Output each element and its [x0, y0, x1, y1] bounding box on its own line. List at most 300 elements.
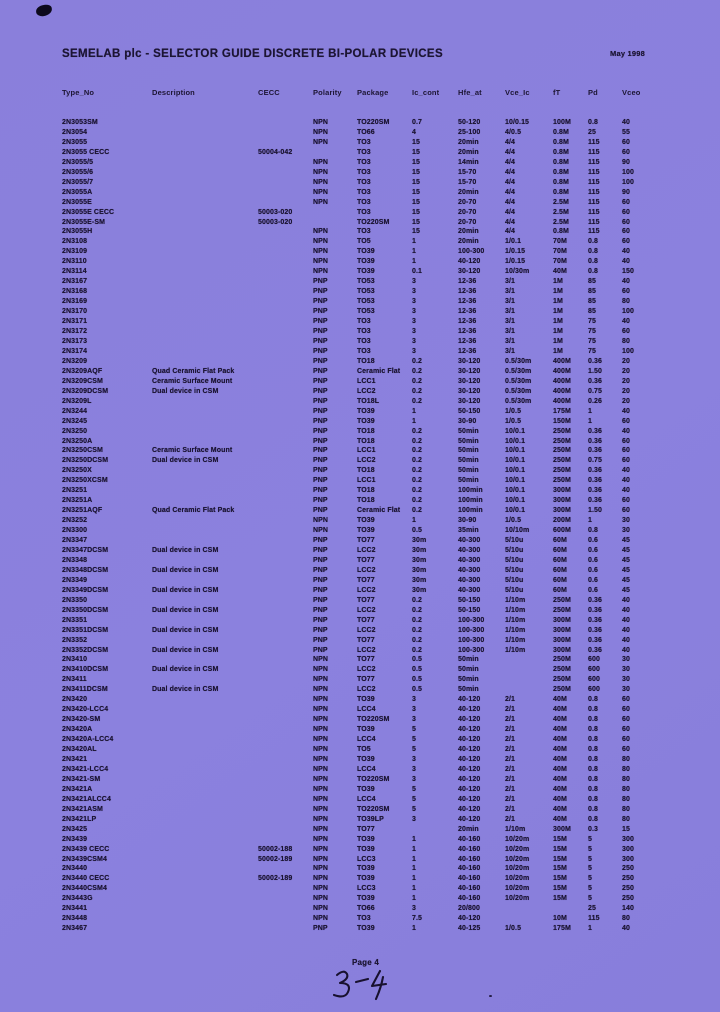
cell-polarity: PNP — [313, 487, 328, 495]
cell-polarity: NPN — [313, 895, 329, 903]
cell-vceo: 60 — [622, 328, 630, 336]
cell-vceo: 30 — [622, 666, 630, 674]
cell-description — [152, 357, 258, 367]
table-row — [62, 506, 660, 516]
cell-type-no: 2N3440CSM4 — [62, 885, 107, 893]
cell-description — [152, 675, 258, 685]
cell-ft: 1M — [553, 298, 563, 306]
cell-ic-cont: 3 — [412, 756, 416, 763]
cell-ft: 200M — [553, 517, 571, 525]
cell-description — [152, 327, 258, 337]
cell-type-no: 2N3421A — [62, 785, 93, 793]
cell-cecc — [258, 715, 313, 725]
table-row — [62, 496, 660, 506]
cell-ic-cont: 0.2 — [412, 616, 423, 624]
cell-ic-cont: 0.2 — [412, 507, 423, 515]
cell-type-no: 2N3055/7 — [62, 178, 94, 186]
cell-hfe-at: 40-120 — [458, 765, 481, 773]
cell-polarity: PNP — [313, 467, 328, 475]
cell-description — [152, 247, 258, 257]
cell-vce-ic — [505, 655, 553, 665]
cell-vceo: 80 — [622, 815, 630, 823]
cell-description — [152, 556, 258, 566]
cell-description — [152, 148, 258, 158]
cell-pd: 0.8 — [588, 756, 599, 763]
cell-package: TO3 — [357, 337, 371, 345]
cell-vce-ic: 1/10m — [505, 825, 526, 833]
table-row — [62, 695, 660, 705]
cell-hfe-at: 40-160 — [458, 895, 481, 903]
cell-polarity: NPN — [313, 268, 329, 276]
cell-ic-cont: 0.2 — [412, 357, 423, 365]
cell-ft: 0.8M — [553, 188, 569, 196]
cell-vce-ic: 4/4 — [505, 178, 516, 186]
cell-hfe-at: 20-70 — [458, 218, 477, 226]
cell-vceo: 40 — [622, 487, 630, 495]
cell-polarity: NPN — [313, 706, 329, 714]
cell-type-no: 2N3251AQF — [62, 507, 103, 515]
cell-package: TO3 — [357, 188, 371, 196]
cell-polarity: PNP — [313, 397, 328, 405]
cell-package: LCC2 — [357, 387, 376, 395]
cell-cecc — [258, 785, 313, 795]
cell-vceo: 20 — [622, 397, 630, 405]
cell-ic-cont: 3 — [412, 706, 416, 714]
cell-cecc — [258, 287, 313, 297]
cell-package: TO53 — [357, 288, 375, 296]
cell-cecc — [258, 466, 313, 476]
table-row — [62, 218, 660, 228]
cell-hfe-at: 30-120 — [458, 377, 481, 385]
cell-vce-ic: 0.5/30m — [505, 387, 532, 395]
cell-ft: 60M — [553, 556, 567, 564]
cell-cecc — [258, 655, 313, 665]
cell-package: Ceramic Flat — [357, 507, 401, 515]
cell-vce-ic: 10/0.1 — [505, 507, 526, 515]
cell-hfe-at: 50min — [458, 477, 479, 485]
cell-hfe-at: 12-36 — [458, 318, 477, 326]
cell-hfe-at: 30-120 — [458, 397, 481, 405]
cell-hfe-at: 12-36 — [458, 278, 477, 286]
cell-hfe-at: 30-120 — [458, 268, 481, 276]
cell-vceo: 40 — [622, 477, 630, 485]
cell-cecc — [258, 347, 313, 357]
cell-ft: 400M — [553, 367, 571, 375]
cell-polarity: PNP — [313, 357, 328, 365]
column-header-ft: fT — [553, 88, 561, 97]
cell-ft: 40M — [553, 765, 567, 773]
cell-ft: 70M — [553, 248, 567, 256]
cell-ft: 300M — [553, 825, 571, 833]
cell-cecc — [258, 626, 313, 636]
cell-cecc — [258, 606, 313, 616]
cell-package: TO39 — [357, 875, 375, 883]
cell-polarity: NPN — [313, 746, 329, 754]
cell-pd: 0.8 — [588, 527, 599, 535]
cell-package: LCC2 — [357, 546, 376, 554]
cell-polarity: NPN — [313, 785, 329, 793]
table-row — [62, 894, 660, 904]
cell-type-no: 2N3245 — [62, 417, 88, 425]
cell-polarity: NPN — [313, 248, 329, 256]
cell-package: TO77 — [357, 825, 375, 833]
cell-description — [152, 218, 258, 228]
cell-description — [152, 208, 258, 218]
cell-pd: 0.8 — [588, 775, 599, 783]
cell-description — [152, 825, 258, 835]
cell-hfe-at: 40-300 — [458, 576, 481, 584]
cell-ft: 250M — [553, 437, 571, 445]
table-row — [62, 208, 660, 218]
cell-description — [152, 705, 258, 715]
cell-pd: 0.6 — [588, 576, 599, 584]
cell-ft: 400M — [553, 357, 571, 365]
cell-ic-cont: 7.5 — [412, 915, 423, 923]
cell-polarity: PNP — [313, 636, 328, 644]
cell-package: TO53 — [357, 298, 375, 306]
cell-hfe-at: 50min — [458, 676, 479, 684]
cell-description — [152, 337, 258, 347]
table-row — [62, 476, 660, 486]
cell-type-no: 2N3055H — [62, 228, 93, 236]
cell-ic-cont: 4 — [412, 128, 416, 136]
cell-type-no: 2N3421ASM — [62, 805, 103, 813]
cell-vceo: 20 — [622, 357, 630, 365]
table-row — [62, 297, 660, 307]
cell-vce-ic: 3/1 — [505, 298, 516, 306]
table-row — [62, 795, 660, 805]
cell-polarity: PNP — [313, 328, 328, 336]
cell-ft: 70M — [553, 238, 567, 246]
cell-hfe-at: 40-300 — [458, 566, 481, 574]
cell-package: TO39 — [357, 865, 375, 873]
cell-vceo: 45 — [622, 586, 630, 594]
cell-pd: 0.8 — [588, 795, 599, 803]
cell-vceo: 60 — [622, 716, 630, 724]
cell-hfe-at: 100-300 — [458, 636, 485, 644]
cell-type-no: 2N3055 CECC — [62, 148, 110, 156]
cell-vceo: 60 — [622, 288, 630, 296]
cell-pd: 75 — [588, 347, 596, 355]
cell-pd: 0.36 — [588, 596, 603, 604]
table-row — [62, 337, 660, 347]
table-row — [62, 685, 660, 695]
cell-vce-ic: 0.5/30m — [505, 367, 532, 375]
cell-package: LCC2 — [357, 566, 376, 574]
table-row — [62, 407, 660, 417]
cell-type-no: 2N3352 — [62, 636, 88, 644]
cell-description: Dual device in CSM — [152, 606, 219, 614]
cell-package: TO53 — [357, 308, 375, 316]
cell-description — [152, 526, 258, 536]
cell-package: TO39 — [357, 417, 375, 425]
cell-vceo: 60 — [622, 746, 630, 754]
cell-description — [152, 815, 258, 825]
cell-ic-cont: 15 — [412, 188, 420, 196]
cell-type-no: 2N3055/5 — [62, 158, 94, 166]
cell-ft: 1M — [553, 318, 563, 326]
table-row — [62, 884, 660, 894]
cell-polarity — [313, 148, 357, 158]
cell-description: Dual device in CSM — [152, 546, 219, 554]
cell-pd: 0.6 — [588, 537, 599, 545]
cell-cecc — [258, 138, 313, 148]
cell-vceo: 150 — [622, 268, 634, 276]
cell-hfe-at: 40-160 — [458, 885, 481, 893]
table-row — [62, 446, 660, 456]
cell-vce-ic: 10/0.1 — [505, 427, 526, 435]
cell-vce-ic: 10/0.1 — [505, 437, 526, 445]
cell-description — [152, 178, 258, 188]
cell-type-no: 2N3054 — [62, 128, 88, 136]
cell-pd: 0.3 — [588, 825, 599, 833]
cell-vce-ic: 10/0.1 — [505, 477, 526, 485]
column-header-hfe-at: Hfe_at — [458, 88, 482, 97]
cell-cecc — [258, 835, 313, 845]
cell-ic-cont: 0.5 — [412, 676, 423, 684]
table-row — [62, 715, 660, 725]
cell-ic-cont: 3 — [412, 347, 416, 355]
cell-package: TO39LP — [357, 815, 384, 823]
cell-ft: 60M — [553, 546, 567, 554]
cell-hfe-at: 50-150 — [458, 407, 481, 415]
cell-pd: 0.8 — [588, 248, 599, 256]
cell-type-no: 2N3055E — [62, 198, 92, 206]
cell-vce-ic: 10/0.1 — [505, 447, 526, 455]
cell-hfe-at: 50min — [458, 467, 479, 475]
cell-description — [152, 317, 258, 327]
cell-ic-cont: 5 — [412, 726, 416, 734]
cell-ft: 1M — [553, 308, 563, 316]
cell-ft: 0.8M — [553, 178, 569, 186]
cell-vce-ic: 0.5/30m — [505, 357, 532, 365]
cell-vce-ic: 4/4 — [505, 218, 516, 226]
cell-vce-ic: 1/0.5 — [505, 417, 522, 425]
cell-description — [152, 924, 258, 934]
cell-package: TO5 — [357, 746, 371, 754]
cell-hfe-at: 40-120 — [458, 746, 481, 754]
cell-ic-cont: 0.2 — [412, 497, 423, 505]
cell-ft: 250M — [553, 457, 571, 465]
cell-cecc — [258, 705, 313, 715]
cell-hfe-at: 30-90 — [458, 417, 477, 425]
cell-vce-ic: 10/0.15 — [505, 119, 530, 126]
cell-vce-ic: 2/1 — [505, 726, 516, 734]
cell-cecc — [258, 904, 313, 914]
table-row — [62, 466, 660, 476]
cell-hfe-at: 40-160 — [458, 865, 481, 873]
table-row — [62, 725, 660, 735]
cell-polarity: NPN — [313, 845, 329, 853]
cell-cecc — [258, 914, 313, 924]
cell-pd: 0.36 — [588, 427, 603, 435]
cell-vce-ic: 10/0.1 — [505, 487, 526, 495]
cell-vce-ic: 2/1 — [505, 706, 516, 714]
cell-type-no: 2N3110 — [62, 258, 87, 266]
cell-pd: 85 — [588, 278, 596, 286]
cell-type-no: 2N3244 — [62, 407, 88, 415]
cell-pd: 0.36 — [588, 377, 603, 385]
cell-cecc — [258, 227, 313, 237]
cell-vce-ic: 2/1 — [505, 756, 516, 763]
cell-vceo: 250 — [622, 885, 634, 893]
cell-ft: 300M — [553, 497, 571, 505]
cell-cecc — [258, 825, 313, 835]
cell-vce-ic: 10/0.1 — [505, 497, 526, 505]
cell-cecc — [258, 247, 313, 257]
cell-description — [152, 237, 258, 247]
cell-ft: 0.8M — [553, 228, 569, 236]
cell-ic-cont: 0.2 — [412, 477, 423, 485]
cell-ic-cont: 0.2 — [412, 636, 423, 644]
cell-type-no: 2N3055 — [62, 138, 88, 146]
cell-ic-cont: 15 — [412, 158, 420, 166]
column-header-ic-cont: Ic_cont — [412, 88, 440, 97]
cell-polarity: PNP — [313, 646, 328, 654]
cell-hfe-at: 50min — [458, 457, 479, 465]
cell-hfe-at: 30-90 — [458, 517, 477, 525]
cell-vce-ic: 4/4 — [505, 168, 516, 176]
cell-ft: 15M — [553, 835, 567, 843]
cell-description — [152, 904, 258, 914]
cell-description — [152, 277, 258, 287]
cell-ic-cont: 1 — [412, 238, 416, 246]
cell-vceo: 40 — [622, 646, 630, 654]
cell-description — [152, 576, 258, 586]
cell-description: Dual device in CSM — [152, 387, 219, 395]
cell-cecc — [258, 307, 313, 317]
cell-ft: 250M — [553, 686, 571, 694]
table-row — [62, 745, 660, 755]
cell-cecc — [258, 775, 313, 785]
cell-cecc — [258, 407, 313, 417]
cell-vceo: 20 — [622, 367, 630, 375]
cell-cecc: 50003-020 — [258, 218, 293, 226]
cell-vce-ic: 5/10u — [505, 537, 524, 545]
cell-package: TO3 — [357, 148, 371, 156]
cell-cecc — [258, 805, 313, 815]
cell-cecc — [258, 397, 313, 407]
cell-description: Dual device in CSM — [152, 586, 219, 594]
cell-description — [152, 297, 258, 307]
cell-hfe-at: 30-120 — [458, 387, 481, 395]
cell-description — [152, 695, 258, 705]
cell-type-no: 2N3348DCSM — [62, 566, 109, 574]
cell-polarity: NPN — [313, 775, 329, 783]
cell-vce-ic: 1/10m — [505, 616, 526, 624]
cell-type-no: 2N3439 CECC — [62, 845, 110, 853]
cell-cecc — [258, 725, 313, 735]
cell-package: TO77 — [357, 537, 375, 545]
cell-description — [152, 158, 258, 168]
cell-hfe-at: 50min — [458, 666, 479, 674]
cell-vceo: 80 — [622, 337, 630, 345]
cell-description — [152, 198, 258, 208]
cell-pd: 1 — [588, 407, 592, 415]
cell-polarity: PNP — [313, 298, 328, 306]
cell-vceo: 40 — [622, 606, 630, 614]
cell-ft: 1M — [553, 347, 563, 355]
cell-vceo: 300 — [622, 835, 634, 843]
cell-type-no: 2N3053SM — [62, 119, 98, 126]
cell-vce-ic: 4/4 — [505, 198, 516, 206]
cell-ft: 300M — [553, 646, 571, 654]
cell-hfe-at: 40-120 — [458, 716, 481, 724]
cell-vceo: 90 — [622, 158, 630, 166]
cell-hfe-at: 40-120 — [458, 696, 481, 704]
cell-vce-ic: 2/1 — [505, 775, 516, 783]
cell-vce-ic: 4/4 — [505, 208, 516, 216]
cell-cecc — [258, 884, 313, 894]
table-row — [62, 586, 660, 596]
cell-ic-cont: 0.2 — [412, 487, 423, 495]
cell-cecc — [258, 158, 313, 168]
cell-package: TO77 — [357, 596, 375, 604]
cell-vceo: 250 — [622, 875, 634, 883]
table-row — [62, 924, 660, 934]
cell-vce-ic: 1/10m — [505, 626, 526, 634]
cell-description — [152, 496, 258, 506]
cell-cecc — [258, 894, 313, 904]
cell-pd: 115 — [588, 178, 600, 186]
cell-type-no: 2N3421-LCC4 — [62, 765, 109, 773]
cell-vce-ic: 2/1 — [505, 716, 516, 724]
cell-polarity: NPN — [313, 875, 329, 883]
cell-pd: 0.36 — [588, 437, 603, 445]
cell-ic-cont — [412, 825, 458, 835]
cell-polarity: NPN — [313, 825, 329, 833]
cell-cecc — [258, 297, 313, 307]
cell-vceo: 15 — [622, 825, 630, 833]
table-row — [62, 655, 660, 665]
cell-pd: 0.8 — [588, 119, 599, 126]
cell-package: TO220SM — [357, 218, 390, 226]
cell-description — [152, 785, 258, 795]
cell-hfe-at: 40-120 — [458, 915, 481, 923]
cell-vce-ic: 2/1 — [505, 696, 516, 704]
cell-vce-ic — [505, 685, 553, 695]
cell-package: LCC3 — [357, 885, 376, 893]
cell-hfe-at: 30-120 — [458, 357, 481, 365]
cell-polarity: NPN — [313, 915, 329, 923]
cell-cecc: 50002-189 — [258, 855, 293, 863]
table-row — [62, 516, 660, 526]
cell-ft: 0.8M — [553, 148, 569, 156]
cell-polarity: NPN — [313, 805, 329, 813]
cell-description — [152, 725, 258, 735]
cell-pd: 115 — [588, 198, 600, 206]
cell-ic-cont: 0.2 — [412, 596, 423, 604]
cell-vceo: 40 — [622, 467, 630, 475]
cell-hfe-at: 40-120 — [458, 775, 481, 783]
cell-vce-ic: 2/1 — [505, 815, 516, 823]
table-row — [62, 227, 660, 237]
cell-pd: 5 — [588, 895, 592, 903]
cell-description — [152, 466, 258, 476]
cell-hfe-at: 25-100 — [458, 128, 481, 136]
cell-type-no: 2N3421LP — [62, 815, 97, 823]
cell-package: LCC2 — [357, 626, 376, 634]
table-row — [62, 367, 660, 377]
cell-vceo: 60 — [622, 507, 630, 515]
cell-package: LCC2 — [357, 606, 376, 614]
cell-description — [152, 765, 258, 775]
cell-ft: 0.8M — [553, 128, 569, 136]
cell-ft: 15M — [553, 875, 567, 883]
table-row — [62, 556, 660, 566]
cell-package: TO220SM — [357, 805, 390, 813]
cell-cecc: 50003-020 — [258, 208, 293, 216]
